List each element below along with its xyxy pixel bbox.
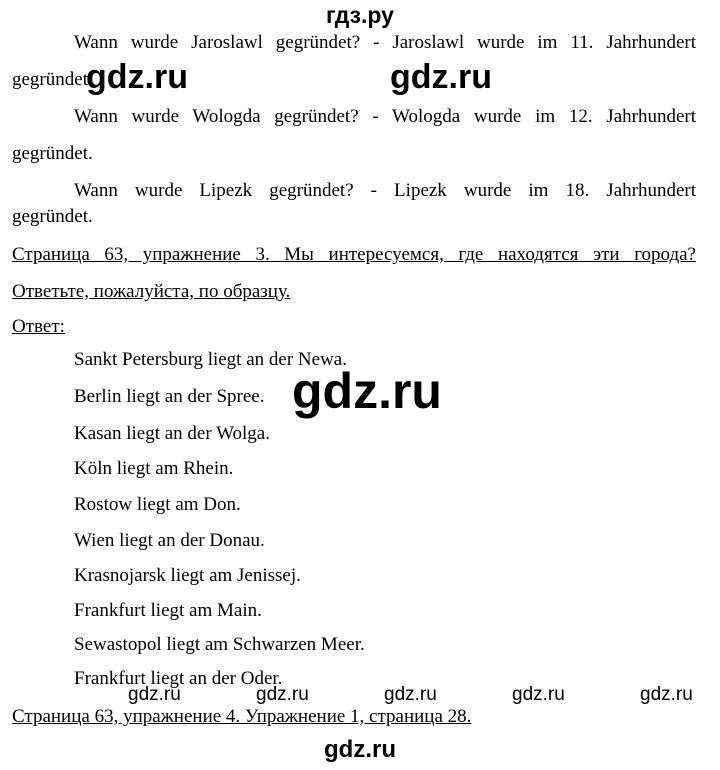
footer-watermark: gdz.ru [324,736,396,763]
task3-heading-line1: Страница 63, упражнение 3. Мы интересуемся, где находятся эти города? [12,244,696,265]
qa-line: Wann wurde Lipezk gegründet? - Lipezk wurde im 18. Jahrhundert [74,180,696,201]
task4-heading: Страница 63, упражнение 4. Упражнение 1, страница 28. [12,706,472,727]
qa-line: Wann wurde Jaroslawl gegründet? - Jaroslawl wurde im 11. Jahrhundert [74,32,696,53]
watermark-large: gdz.ru [390,58,492,96]
answer-item: Berlin liegt an der Spree. [74,386,265,407]
qa-continuation: gegründet. [12,206,93,227]
watermark-small: gdz.ru [512,684,565,705]
qa-continuation: gegründet. [12,69,93,90]
watermark-small: gdz.ru [128,684,181,705]
answer-label: Ответ: [12,316,65,337]
answer-item: Frankfurt liegt an der Oder. [74,668,283,689]
answer-item: Wien liegt an der Donau. [74,530,265,551]
answer-item: Sankt Petersburg liegt an der Newa. [74,349,347,370]
watermark-small: gdz.ru [640,684,693,705]
qa-line: Wann wurde Wologda gegründet? - Wologda wurde im 12. Jahrhundert [74,106,696,127]
watermark-small: gdz.ru [384,684,437,705]
answer-item: Köln liegt am Rhein. [74,458,234,479]
answer-item: Kasan liegt an der Wolga. [74,423,270,444]
answer-item: Frankfurt liegt am Main. [74,600,262,621]
answer-item: Rostow liegt am Don. [74,494,241,515]
watermark-large: gdz.ru [86,58,188,96]
qa-continuation: gegründet. [12,143,93,164]
task3-heading-line2: Ответьте, пожалуйста, по образцу. [12,281,291,302]
answer-item: Sewastopol liegt am Schwarzen Meer. [74,634,365,655]
site-header-watermark: гдз.ру [326,2,394,28]
answer-item: Krasnojarsk liegt am Jenissej. [74,565,301,586]
watermark-small: gdz.ru [256,684,309,705]
watermark-center: gdz.ru [292,363,442,419]
